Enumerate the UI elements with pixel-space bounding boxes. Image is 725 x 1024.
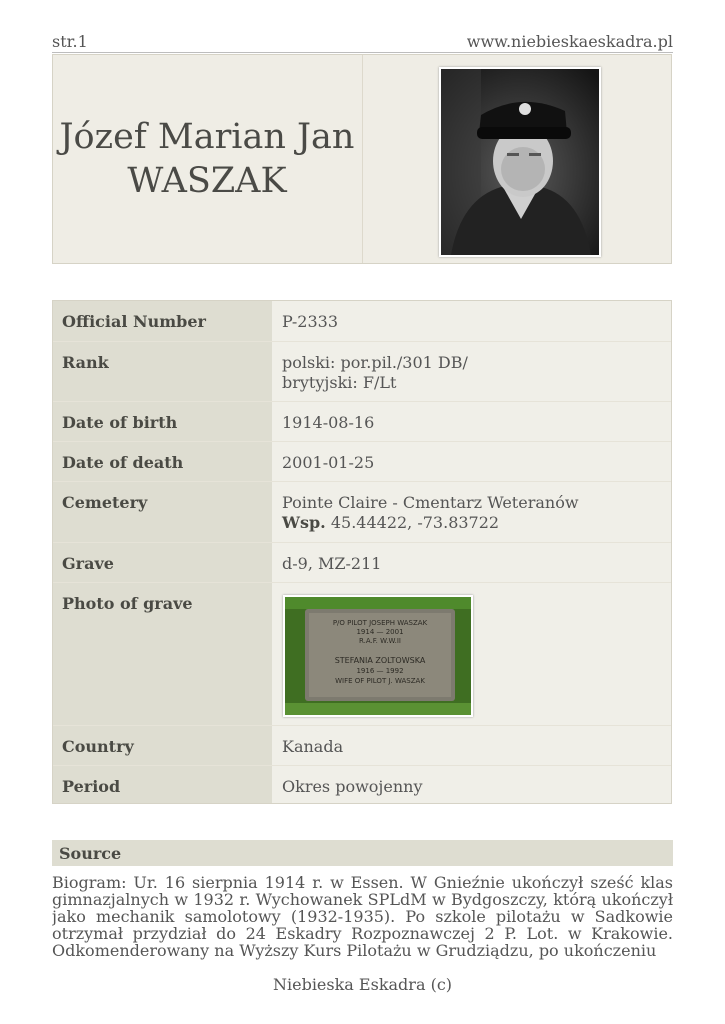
row-photo-of-grave [53,582,671,726]
svg-text:P/O PILOT JOSEPH WASZAK: P/O PILOT JOSEPH WASZAK [332,619,428,627]
death-value: 2001-01-25 [282,453,375,472]
grave-photo-label: Photo of grave [62,594,193,613]
source-heading: Source [59,844,122,863]
page-header [52,30,673,53]
row-country [53,725,671,766]
row-grave [53,542,671,583]
page-footer: Niebieska Eskadra (c) [272,975,453,994]
country-value: Kanada [282,737,344,756]
svg-text:STEFANIA ZOLTOWSKA: STEFANIA ZOLTOWSKA [334,656,426,665]
person-name [53,115,361,203]
row-cemetery [53,481,671,543]
title-panel [52,54,672,264]
row-date-of-birth [53,401,671,442]
svg-text:WIFE OF PILOT J. WASZAK: WIFE OF PILOT J. WASZAK [335,677,425,685]
person-surname: WASZAK [127,161,287,201]
birth-value: 1914-08-16 [282,413,375,432]
rank-label: Rank [62,353,109,372]
site-url[interactable]: www.niebieskaeskadra.pl [466,32,673,51]
grave-value: d-9, MZ-211 [282,554,382,573]
info-table [52,300,672,804]
page-number: str.1 [52,32,88,51]
cemetery-label: Cemetery [62,493,148,512]
row-official-number [53,301,671,341]
birth-label: Date of birth [62,413,178,432]
row-date-of-death [53,441,671,482]
person-given-names: Józef Marian Jan [59,117,355,157]
cemetery-value: Pointe Claire - Cmentarz Weteranów Wsp. 45.44422, -73.83722 [282,493,579,532]
svg-text:1914 — 2001: 1914 — 2001 [356,628,404,636]
official-number-label: Official Number [62,312,206,331]
cemetery-coordinates[interactable]: Wsp. 45.44422, -73.83722 [282,513,500,532]
period-label: Period [62,777,121,796]
biography-text: Biogram: Ur. 16 sierpnia 1914 r. w Essen. W Gnieźnie ukończył sześć klas gimnazjalnych w 1932 r. Wychowanek SPLdM w Bydgoszczy, którą ukończył jako mechanik samolotowy (1932-1935). Po szkole pilotażu w Sadkowie otrzymał przydział do 24 Eskadry Rozpoznawczej 2 P. Lot. w Krakowie. Odkomenderowany na Wyższy Kurs Pilotażu w Grudziądzu, po ukończeniu [52,874,673,960]
portrait-photo [439,67,601,257]
death-label: Date of death [62,453,184,472]
source-heading-bar [52,840,673,866]
country-label: Country [62,737,134,756]
grave-photo[interactable] [283,595,473,717]
row-period [53,765,671,804]
row-rank [53,341,671,402]
rank-value: polski: por.pil./301 DB/ brytyjski: F/Lt [282,353,468,392]
svg-text:R.A.F. W.W.II: R.A.F. W.W.II [359,637,401,645]
grave-label: Grave [62,554,114,573]
official-number-value: P-2333 [282,312,339,331]
svg-text:1916 — 1992: 1916 — 1992 [356,667,404,675]
period-value: Okres powojenny [282,777,423,796]
